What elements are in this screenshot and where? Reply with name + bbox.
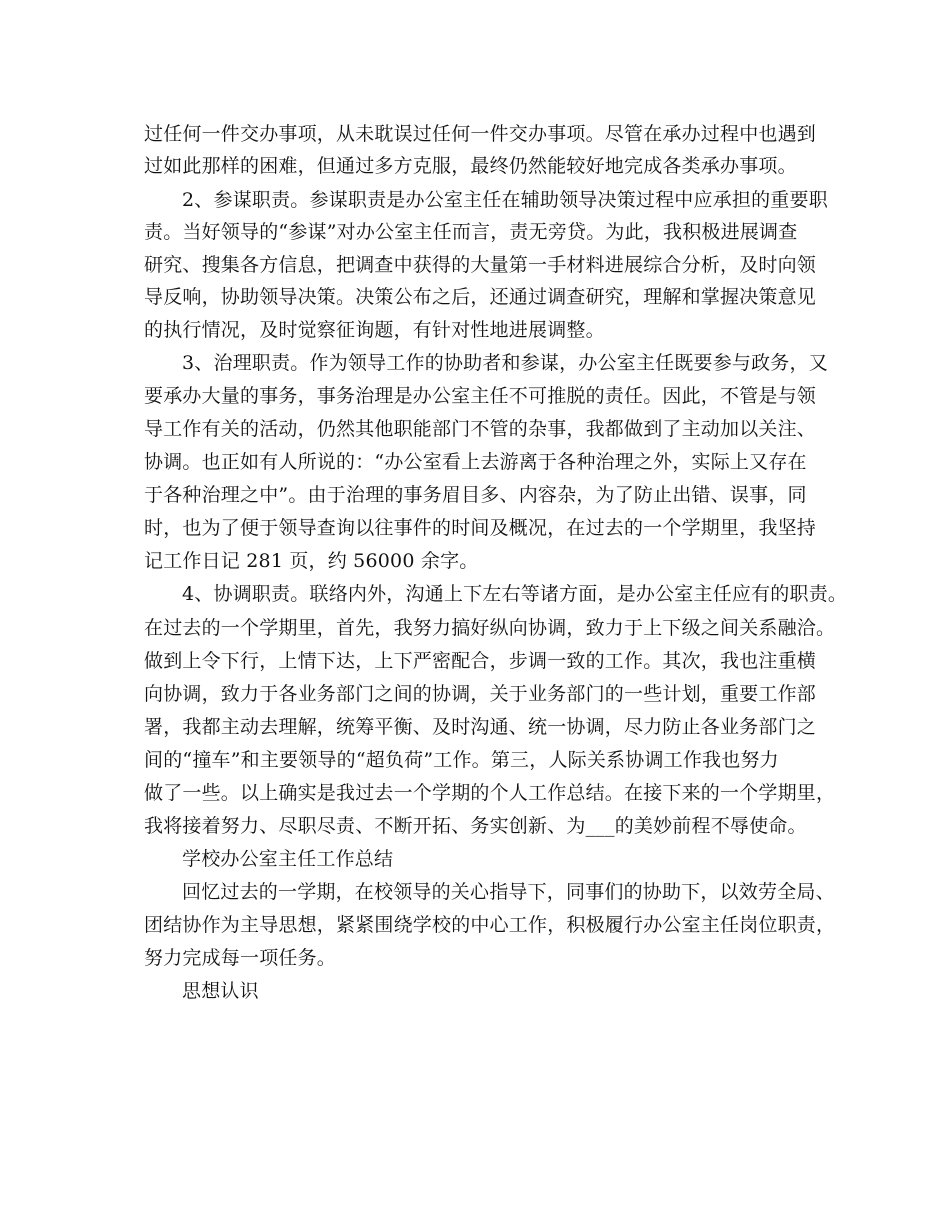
text-line: 于各种治理之中”。由于治理的事务眉目多、内容杂，为了防止出错、误事，同: [144, 484, 807, 506]
text-line: 导工作有关的活动，仍然其他职能部门不管的杂事，我都做到了主动加以关注、: [144, 418, 817, 440]
text-line: 研究、搜集各方信息，把调查中获得的大量第一手材料进展综合分析，及时向领: [144, 254, 817, 276]
text-line: 团结协作为主导思想，紧紧围绕学校的中心工作，积极履行办公室主任岗位职责，: [144, 914, 836, 936]
text-line: 过任何一件交办事项，从未耽误过任何一件交办事项。尽管在承办过程中也遇到: [144, 123, 817, 145]
text-line: 署，我都主动去理解，统筹平衡、及时沟通、统一协调，尽力防止各业务部门之: [144, 716, 817, 738]
paragraph-start-line: 回忆过去的一学期，在校领导的关心指导下，同事们的协助下，以效劳全局、: [182, 881, 835, 903]
paragraph-start-line: 2、参谋职责。参谋职责是办公室主任在辅助领导决策过程中应承担的重要职: [182, 189, 828, 211]
text-line: 时，也为了便于领导查询以往事件的时间及概况，在过去的一个学期里，我坚持: [144, 517, 817, 539]
text-line: 记工作日记 281 页，约 56000 余字。: [144, 550, 479, 572]
subsection-heading: 思想认识: [182, 980, 259, 1002]
text-line: 要承办大量的事务，事务治理是办公室主任不可推脱的责任。因此，不管是与领: [144, 385, 817, 407]
paragraph-start-line: 4、协调职责。联络内外，沟通上下左右等诸方面，是办公室主任应有的职责。: [182, 583, 848, 605]
text-line: 向协调，致力于各业务部门之间的协调，关于业务部门的一些计划，重要工作部: [144, 683, 817, 705]
text-line: 责。当好领导的“参谋”对办公室主任而言，责无旁贷。为此，我积极进展调查: [144, 221, 798, 243]
text-line: 过如此那样的困难，但通过多方克服，最终仍然能较好地完成各类承办事项。: [144, 155, 797, 177]
text-line: 协调。也正如有人所说的：“办公室看上去游离于各种治理之外，实际上又存在: [144, 451, 807, 473]
text-line: 努力完成每一项任务。: [144, 947, 337, 969]
text-line: 导反响，协助领导决策。决策公布之后，还通过调查研究，理解和掌握决策意见: [144, 286, 817, 308]
text-line: 的执行情况，及时觉察征询题，有针对性地进展调整。: [144, 319, 605, 341]
text-line: 做了一些。以上确实是我过去一个学期的个人工作总结。在接下来的一个学期里，: [144, 782, 836, 804]
paragraph-start-line: 3、治理职责。作为领导工作的协助者和参谋，办公室主任既要参与政务，又: [182, 352, 828, 374]
text-line: 在过去的一个学期里，首先，我努力搞好纵向协调，致力于上下级之间关系融洽。: [144, 617, 836, 639]
text-line: 做到上令下行，上情下达，上下严密配合，步调一致的工作。其次，我也注重横: [144, 650, 817, 672]
section-heading: 学校办公室主任工作总结: [182, 848, 394, 870]
text-line: 间的“撞车”和主要领导的“超负荷”工作。第三，人际关系协调工作我也努力: [144, 749, 779, 771]
text-line: 我将接着努力、尽职尽责、不断开拓、务实创新、为___的美妙前程不辱使命。: [144, 815, 807, 837]
